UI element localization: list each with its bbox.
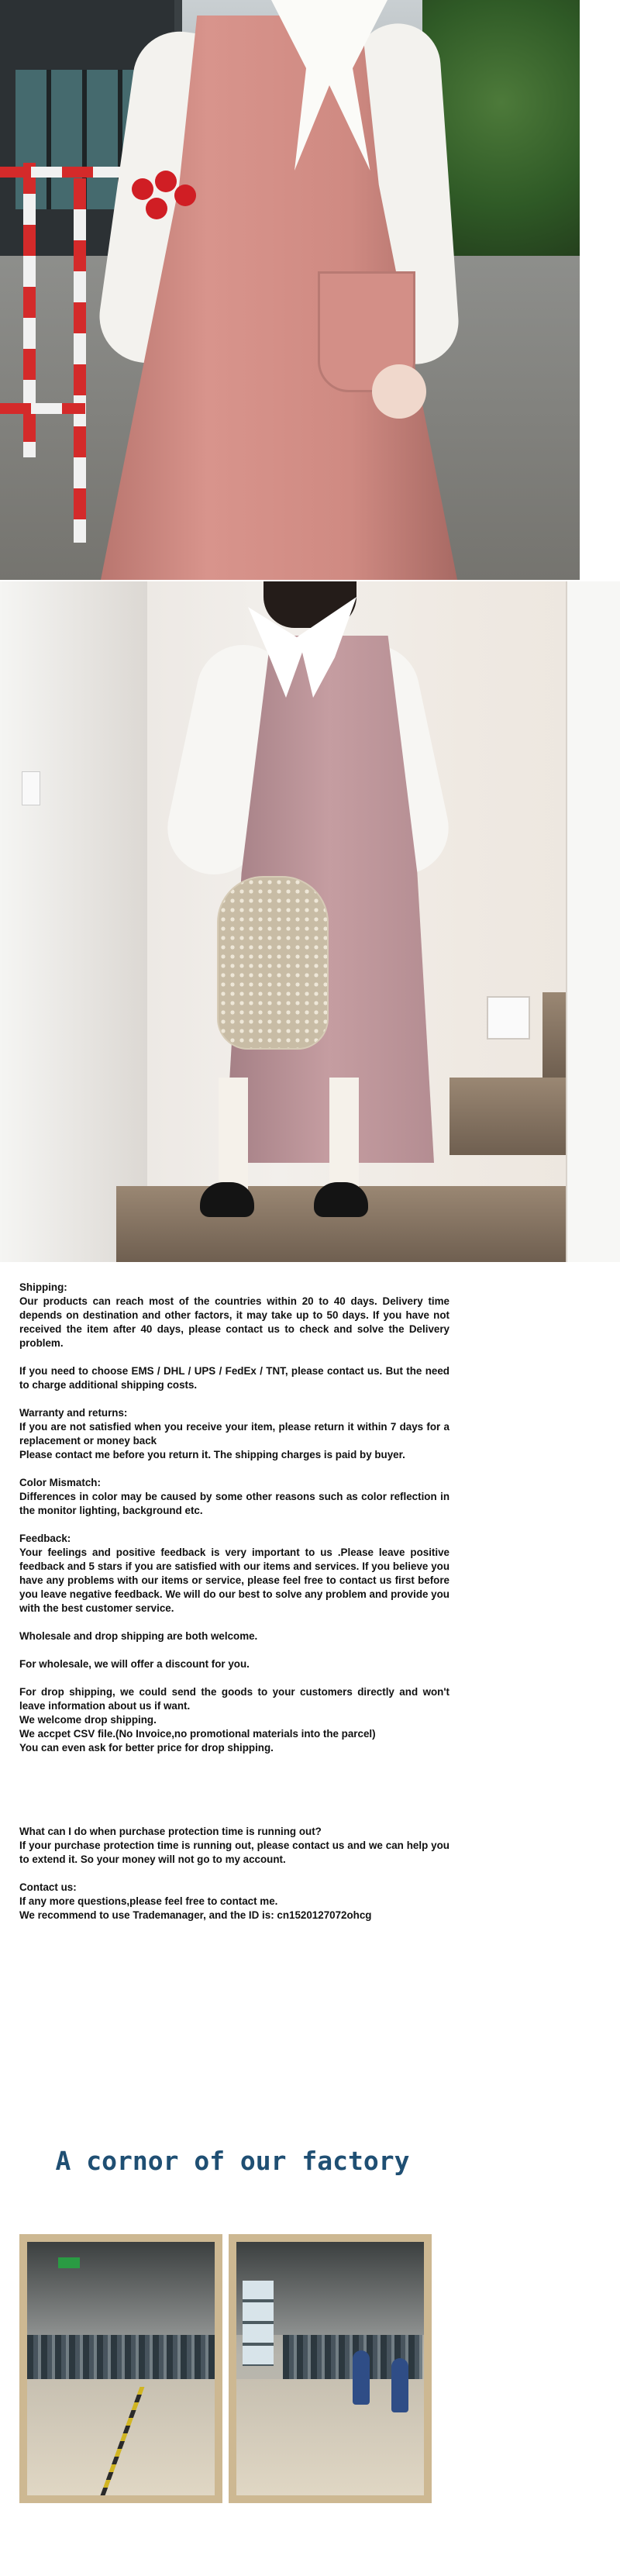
photo-hand (372, 364, 426, 419)
feedback-heading: Feedback: (19, 1533, 71, 1544)
photo-rose (146, 198, 167, 219)
dropship-2: We welcome drop shipping. (19, 1714, 157, 1726)
dropship-4: You can even ask for better price for drop shipping. (19, 1742, 274, 1754)
color-body: Differences in color may be caused by some other reasons such as color reflection in the monitor lighting, background etc. (19, 1491, 450, 1516)
photo-barrier (0, 403, 85, 414)
photo-shoe (200, 1182, 254, 1217)
product-photo-outdoor (0, 0, 580, 580)
express-note: If you need to choose EMS / DHL / UPS / FedEx / TNT, please contact us. But the need to charge additional shipping costs. (19, 1365, 450, 1391)
photo-wall-outlet (22, 771, 40, 805)
factory-photo-left (27, 2242, 215, 2495)
photo-shoe (314, 1182, 368, 1217)
factory-photo-frame-left (19, 2234, 222, 2503)
product-photo-indoor (0, 581, 620, 1262)
factory-ceiling (27, 2242, 215, 2335)
factory-window (243, 2281, 274, 2366)
photo-barrier (74, 178, 86, 543)
factory-exit-sign (58, 2257, 80, 2268)
returns-heading: Warranty and returns: (19, 1407, 128, 1419)
photo-rose (174, 184, 196, 206)
photo-wall-left (0, 581, 147, 1262)
protection-question: What can I do when purchase protection time is running out? (19, 1826, 322, 1837)
protection-answer: If your purchase protection time is running out, please contact us and we can help you to extend it. So your money will not go to my account. (19, 1840, 450, 1865)
contact-1: If any more questions,please feel free to contact me. (19, 1895, 278, 1907)
photo-stair (542, 992, 566, 1078)
photo-rose (155, 171, 177, 192)
photo-pearl-bag (217, 876, 329, 1050)
photo-light-switch (487, 996, 530, 1040)
photo-rose (132, 178, 153, 200)
shipping-heading: Shipping: (19, 1281, 67, 1293)
factory-title: A cornor of our factory (55, 2146, 410, 2176)
dropship-3: We accpet CSV file.(No Invoice,no promotional materials into the parcel) (19, 1728, 376, 1740)
color-heading: Color Mismatch: (19, 1477, 101, 1488)
factory-photo-right (236, 2242, 424, 2495)
factory-photo-frame-right (229, 2234, 432, 2503)
shipping-body: Our products can reach most of the countries within 20 to 40 days. Delivery time depends on destination and other factors, it may take up to 50 days. If you have not received the item after 40 days, please contact us to check and solve the Delivery problem. (19, 1295, 450, 1349)
returns-body-1: If you are not satisfied when you receive your item, please return it within 7 days for a replacement or money back (19, 1421, 450, 1447)
store-policy-text (19, 1281, 450, 1923)
factory-worker (353, 2350, 370, 2405)
factory-worker (391, 2358, 408, 2412)
returns-body-2: Please contact me before you return it. The shipping charges is paid by buyer. (19, 1449, 405, 1460)
contact-2: We recommend to use Trademanager, and the ID is: cn1520127072ohcg (19, 1909, 372, 1921)
contact-heading: Contact us: (19, 1881, 77, 1893)
discount-note: For wholesale, we will offer a discount for you. (19, 1658, 250, 1670)
photo-wall-right (566, 581, 620, 1262)
photo-stair (450, 1078, 566, 1155)
feedback-body: Your feelings and positive feedback is very important to us .Please leave positive feedback and 5 stars if you are satisfied with our items and services. If you believe you have any problems with our items or service, please feel free to contact us first before you leave negative feedback. We will do our best to solve any problem and provide you with the best customer service. (19, 1547, 450, 1614)
wholesale-note: Wholesale and drop shipping are both welcome. (19, 1630, 258, 1642)
dropship-1: For drop shipping, we could send the goods to your customers directly and won't leave information about us if want. (19, 1686, 450, 1712)
